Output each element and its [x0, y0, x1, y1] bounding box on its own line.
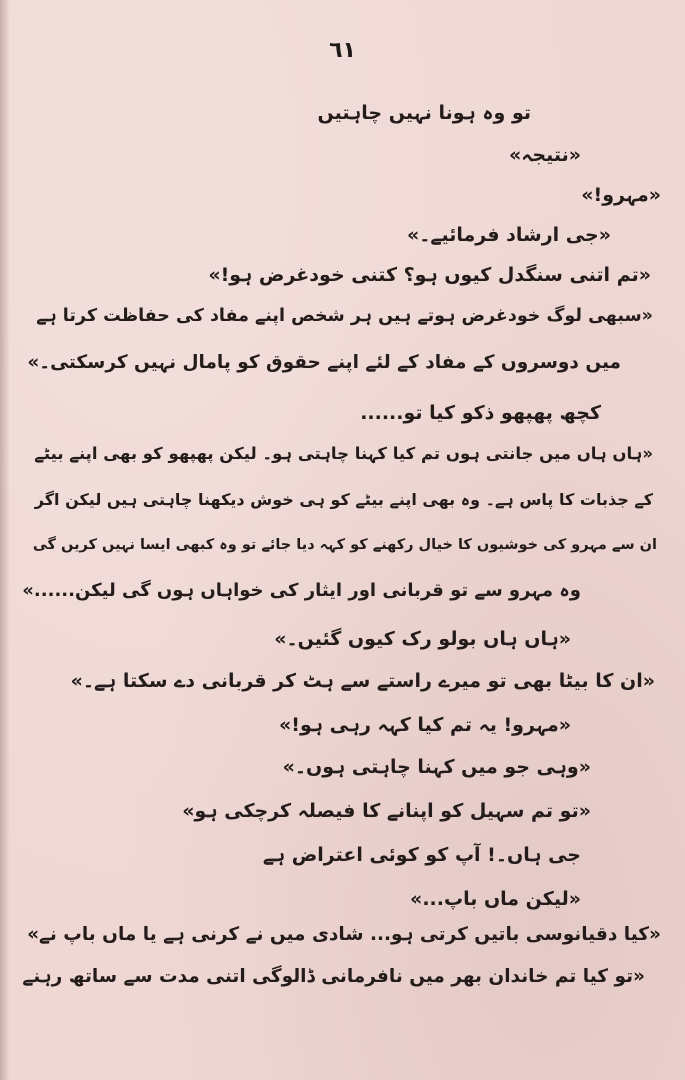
text-line: جی ہاں۔! آپ کو کوئی اعتراض ہے	[262, 844, 581, 866]
text-line: ان سے مہرو کی خوشیوں کا خیال رکھنے کو کہہ دیا جائے تو وہ کبھی ایسا نہیں کریں گی	[32, 537, 657, 553]
text-line: «وہی جو میں کہنا چاہتی ہوں۔»	[282, 756, 591, 778]
text-line: «ہاں ہاں بولو رک کیوں گئیں۔»	[274, 628, 571, 650]
text-line: «ہاں ہاں میں جانتی ہوں تم کیا کہنا چاہتی ہو۔ لیکن پھپھو کو بھی اپنے بیٹے	[34, 444, 653, 463]
text-line: «لیکن ماں باپ...»	[410, 888, 581, 910]
text-line: «تو کیا تم خاندان بھر میں نافرمانی ڈالوگی اتنی مدت سے ساتھ رہنے	[22, 966, 645, 987]
text-line: «جی ارشاد فرمائیے۔»	[406, 224, 611, 246]
page-edge-shadow	[0, 0, 10, 1080]
page-number: ٦١	[329, 38, 356, 63]
text-line: وہ مہرو سے تو قربانی اور ایثار کی خواہاں ہوں گی لیکن......»	[22, 580, 581, 601]
text-line: «تو تم سہیل کو اپنانے کا فیصلہ کرچکی ہو»	[182, 800, 591, 822]
text-line: «مہرو! یہ تم کیا کہہ رہی ہو!»	[279, 714, 571, 736]
text-line: «نتیجہ»	[508, 144, 581, 166]
text-line: «ان کا بیٹا بھی تو میرے راستے سے ہٹ کر قربانی دے سکتا ہے۔»	[70, 670, 655, 692]
text-line: «سبھی لوگ خودغرض ہوتے ہیں ہر شخص اپنے مفاد کی حفاظت کرتا ہے	[36, 306, 653, 326]
text-line: «مہرو!»	[581, 184, 661, 206]
text-line: میں دوسروں کے مفاد کے لئے اپنے حقوق کو پامال نہیں کرسکتی۔»	[27, 352, 621, 373]
text-line: «کیا دقیانوسی باتیں کرتی ہو... شادی میں نے کرنی ہے یا ماں باپ نے»	[27, 924, 661, 945]
text-line: کے جذبات کا پاس ہے۔ وہ بھی اپنے بیٹے کو ہی خوش دیکھنا چاہتی ہیں لیکن اگر	[34, 490, 653, 509]
text-line: کچھ پھپھو ذکو کیا تو......	[360, 402, 601, 424]
text-line: «تم اتنی سنگدل کیوں ہو؟ کتنی خودغرض ہو!»	[208, 264, 651, 286]
text-line: تو وہ ہونا نہیں چاہتیں	[317, 102, 531, 124]
